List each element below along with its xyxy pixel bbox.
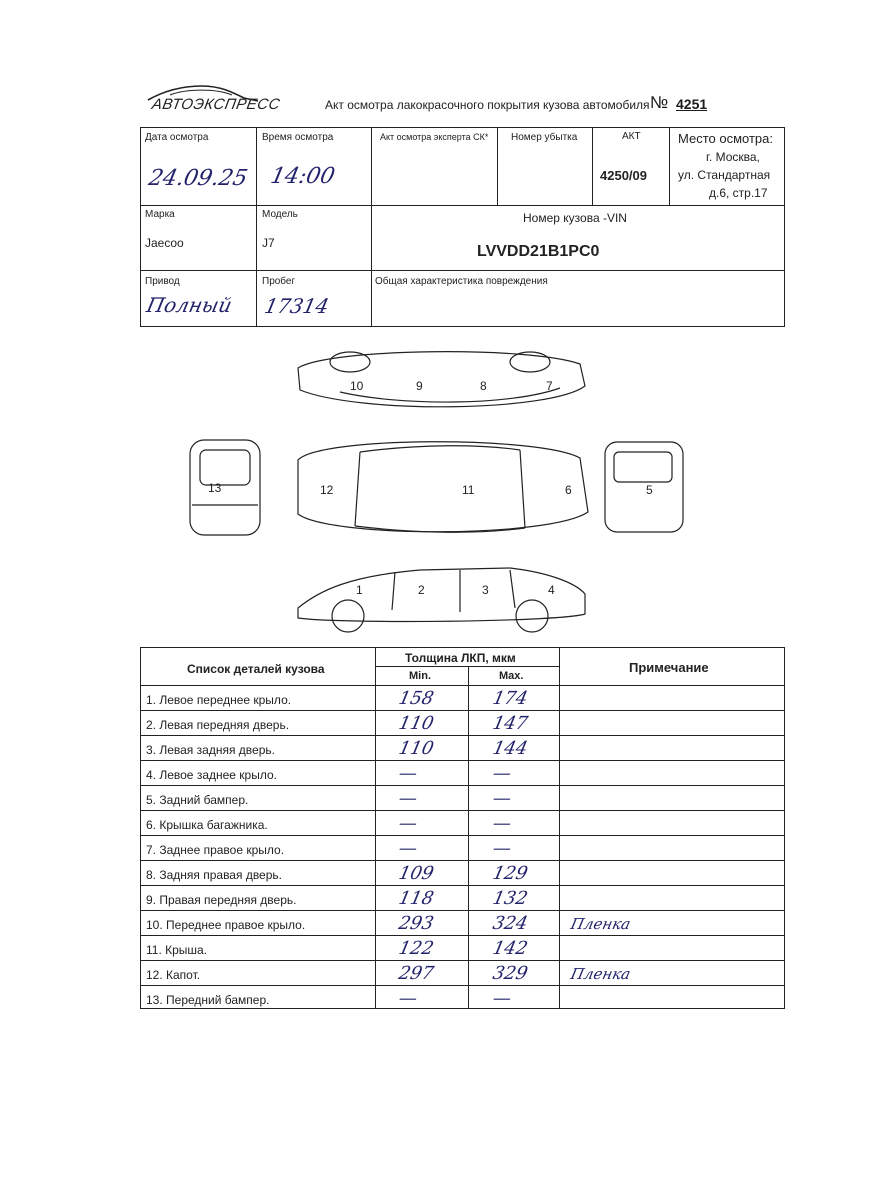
col-header-note: Примечание [629, 660, 709, 675]
part-name: 1. Левое переднее крыло. [146, 693, 292, 707]
col-header-thickness: Толщина ЛКП, мкм [405, 651, 516, 665]
thickness-min: 109 [396, 863, 436, 884]
zone-5-label: 5 [646, 483, 653, 497]
mileage-label: Пробег [262, 276, 296, 287]
number-sign: № [650, 93, 669, 112]
zone-3-label: 3 [482, 583, 489, 597]
damage-label: Общая характеристика повреждения [375, 276, 548, 287]
thickness-min: 118 [396, 888, 436, 909]
part-name: 12. Капот. [146, 968, 201, 982]
zone-13-label: 13 [208, 481, 222, 495]
wheel-left-front [332, 600, 364, 632]
mileage-value: 17314 [262, 294, 332, 318]
zone-6-label: 6 [565, 483, 572, 497]
place-label: Место осмотра: [678, 131, 773, 146]
car-left-side-outline [298, 568, 585, 621]
thickness-max: 329 [490, 963, 530, 984]
place-street: ул. Стандартная [678, 168, 771, 182]
parts-table [140, 647, 785, 1009]
thickness-min: 297 [396, 963, 436, 984]
thickness-max: 132 [490, 888, 530, 909]
thickness-max: — [490, 813, 514, 834]
time-label: Время осмотра [262, 132, 334, 143]
part-name: 5. Задний бампер. [146, 793, 249, 807]
thickness-min: — [396, 988, 420, 1009]
zone-10-label: 10 [350, 379, 364, 393]
header-grid [140, 127, 785, 327]
part-name: 3. Левая задняя дверь. [146, 743, 275, 757]
zone-4-label: 4 [548, 583, 555, 597]
zone-1-label: 1 [356, 583, 363, 597]
thickness-max: 324 [490, 913, 530, 934]
model-label: Модель [262, 209, 298, 220]
thickness-max: 147 [490, 713, 530, 734]
part-name: 6. Крышка багажника. [146, 818, 268, 832]
car-body-diagram [180, 340, 700, 640]
vin-label: Номер кузова -VIN [523, 211, 627, 225]
act-label: АКТ [622, 131, 641, 142]
note-value: Пленка [569, 915, 633, 933]
col-header-max: Max. [499, 670, 524, 682]
zone-7-label: 7 [546, 379, 553, 393]
date-label: Дата осмотра [145, 132, 209, 143]
part-name: 10. Переднее правое крыло. [146, 918, 306, 932]
drive-label: Привод [145, 276, 180, 287]
part-name: 7. Заднее правое крыло. [146, 843, 285, 857]
loss-number-label: Номер убытка [511, 132, 578, 143]
car-top-outline [298, 442, 588, 532]
model-value: J7 [262, 236, 275, 250]
col-header-parts: Список деталей кузова [187, 662, 325, 676]
make-label: Марка [145, 209, 175, 220]
thickness-min: — [396, 838, 420, 859]
note-value: Пленка [569, 965, 633, 983]
thickness-max: 142 [490, 938, 530, 959]
car-right-side-outline [298, 352, 585, 407]
thickness-min: 110 [396, 713, 436, 734]
part-name: 9. Правая передняя дверь. [146, 893, 297, 907]
thickness-min: — [396, 763, 420, 784]
zone-8-label: 8 [480, 379, 487, 393]
thickness-max: 129 [490, 863, 530, 884]
part-name: 13. Передний бампер. [146, 993, 270, 1007]
drive-value: Полный [144, 293, 235, 317]
date-value: 24.09.25 [146, 166, 250, 191]
make-value: Jaecoo [145, 236, 184, 250]
expert-label: Акт осмотра эксперта СК* [380, 132, 489, 142]
thickness-max: 144 [490, 738, 530, 759]
act-value: 4250/09 [600, 168, 647, 183]
thickness-max: 174 [490, 688, 530, 709]
zone-9-label: 9 [416, 379, 423, 393]
vin-value: LVVDD21B1PC0 [477, 243, 600, 260]
zone-11-label: 11 [462, 483, 475, 497]
zone-12-label: 12 [320, 483, 334, 497]
thickness-min: — [396, 813, 420, 834]
wheel-right-rear [330, 352, 370, 372]
thickness-min: 122 [396, 938, 436, 959]
thickness-max: — [490, 838, 514, 859]
thickness-min: 110 [396, 738, 436, 759]
thickness-max: — [490, 763, 514, 784]
part-name: 11. Крыша. [146, 943, 208, 957]
thickness-min: 158 [396, 688, 436, 709]
place-building: д.6, стр.17 [709, 186, 768, 200]
thickness-max: — [490, 988, 514, 1009]
thickness-min: 293 [396, 913, 436, 934]
part-name: 8. Задняя правая дверь. [146, 868, 282, 882]
zone-2-label: 2 [418, 583, 425, 597]
wheel-left-rear [516, 600, 548, 632]
thickness-min: — [396, 788, 420, 809]
thickness-max: — [490, 788, 514, 809]
col-header-min: Min. [409, 670, 431, 682]
place-city: г. Москва, [706, 150, 760, 164]
part-name: 2. Левая передняя дверь. [146, 718, 290, 732]
document-title: Акт осмотра лакокрасочного покрытия кузова автомобиля [325, 98, 650, 112]
document-number: 4251 [676, 96, 708, 112]
part-name: 4. Левое заднее крыло. [146, 768, 277, 782]
time-value: 14:00 [268, 164, 338, 189]
logo-text: АВТОЭКСПРЕСС [150, 96, 282, 113]
